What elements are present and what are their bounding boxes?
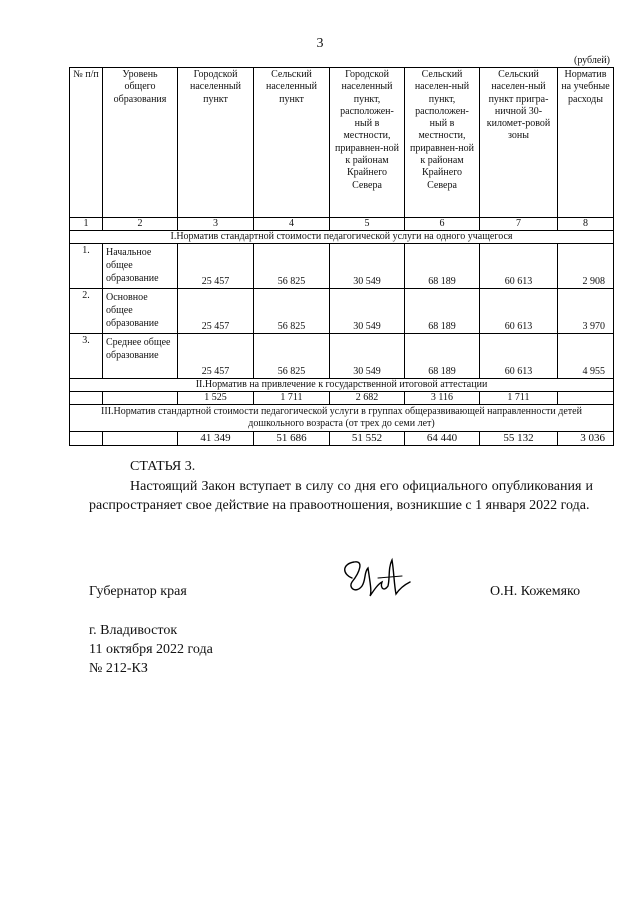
value-cell: 68 189 [405, 244, 480, 289]
value-cell: 68 189 [405, 289, 480, 334]
value-cell: 2 908 [558, 244, 614, 289]
governor-name: О.Н. Кожемяко [490, 584, 581, 599]
table-header-row [70, 68, 614, 218]
value-cell: 68 189 [405, 334, 480, 379]
value-cell: 25 457 [178, 334, 254, 379]
header-cell: Уровень общего образования [103, 68, 178, 218]
table-row [70, 289, 614, 334]
value-cell: 51 686 [254, 432, 330, 446]
value-cell: 3 970 [558, 289, 614, 334]
value-cell: 1 525 [178, 392, 254, 405]
column-number: 6 [405, 218, 480, 231]
value-cell: 25 457 [178, 244, 254, 289]
section-1-row [70, 231, 614, 244]
value-cell: 30 549 [330, 289, 405, 334]
value-cell: 56 825 [254, 334, 330, 379]
article-title: СТАТЬЯ 3. [130, 459, 196, 474]
section-2-values-row [70, 392, 614, 405]
header-cell: Городской населенный пункт [178, 68, 254, 218]
section-3-values-row [70, 432, 614, 446]
value-cell: 60 613 [480, 289, 558, 334]
value-cell: 56 825 [254, 244, 330, 289]
column-number: 7 [480, 218, 558, 231]
header-cell: Сельский населен-ный пункт пригра-ничной 30-километ-ровой зоны [480, 68, 558, 218]
header-cell: Сельский населенный пункт [254, 68, 330, 218]
row-index: 3. [70, 334, 103, 379]
section-1-title: I.Норматив стандартной стоимости педагогической услуги на одного учащегося [70, 231, 614, 244]
value-cell: 30 549 [330, 334, 405, 379]
row-index: 2. [70, 289, 103, 334]
value-cell: 60 613 [480, 334, 558, 379]
table-row [70, 334, 614, 379]
column-number: 8 [558, 218, 614, 231]
value-cell: 30 549 [330, 244, 405, 289]
value-cell: 25 457 [178, 289, 254, 334]
value-cell: 3 036 [558, 432, 614, 446]
row-index: 1. [70, 244, 103, 289]
value-cell: 64 440 [405, 432, 480, 446]
header-cell: № п/п [70, 68, 103, 218]
column-number: 3 [178, 218, 254, 231]
signature-image [330, 548, 420, 604]
header-cell: Городской населенный пункт, расположен-ный в местности, приравнен-ной к районам Крайнего Севера [330, 68, 405, 218]
education-level: Основное общее образование [103, 289, 178, 334]
header-cell: Сельский населен-ный пункт, расположен-ный в местности, приравнен-ной к районам Крайнего Севера [405, 68, 480, 218]
value-cell: 3 116 [405, 392, 480, 405]
governor-label: Губернатор края [89, 584, 187, 599]
column-number-row [70, 218, 614, 231]
value-cell: 4 955 [558, 334, 614, 379]
education-level: Начальное общее образование [103, 244, 178, 289]
value-cell: 51 552 [330, 432, 405, 446]
article-text: Настоящий Закон вступает в силу со дня его официального опубликования и распространяет свое действие на правоотношения, возникшие с 1 января 2022 года. [89, 479, 593, 513]
date: 11 октября 2022 года [89, 642, 213, 657]
column-number: 2 [103, 218, 178, 231]
column-number: 4 [254, 218, 330, 231]
law-number: № 212-КЗ [89, 661, 148, 676]
section-2-title: II.Норматив на привлечение к государственной итоговой аттестации [70, 379, 614, 392]
column-number: 5 [330, 218, 405, 231]
table-row [70, 244, 614, 289]
value-cell: 41 349 [178, 432, 254, 446]
value-cell: 1 711 [480, 392, 558, 405]
value-cell [558, 392, 614, 405]
section-3-title: III.Норматив стандартной стоимости педагогической услуги в группах общеразвивающей направленности детей дошкольного возраста (от трех до семи лет) [70, 405, 614, 432]
header-cell: Норматив на учебные расходы [558, 68, 614, 218]
norm-table [69, 67, 614, 446]
value-cell: 56 825 [254, 289, 330, 334]
section-2-row [70, 379, 614, 392]
value-cell: 60 613 [480, 244, 558, 289]
value-cell: 2 682 [330, 392, 405, 405]
page-number: 3 [316, 36, 324, 51]
value-cell: 1 711 [254, 392, 330, 405]
place: г. Владивосток [89, 623, 178, 638]
column-number: 1 [70, 218, 103, 231]
section-3-row [70, 405, 614, 432]
education-level: Среднее общее образование [103, 334, 178, 379]
value-cell: 55 132 [480, 432, 558, 446]
units-label: (рублей) [573, 55, 610, 66]
